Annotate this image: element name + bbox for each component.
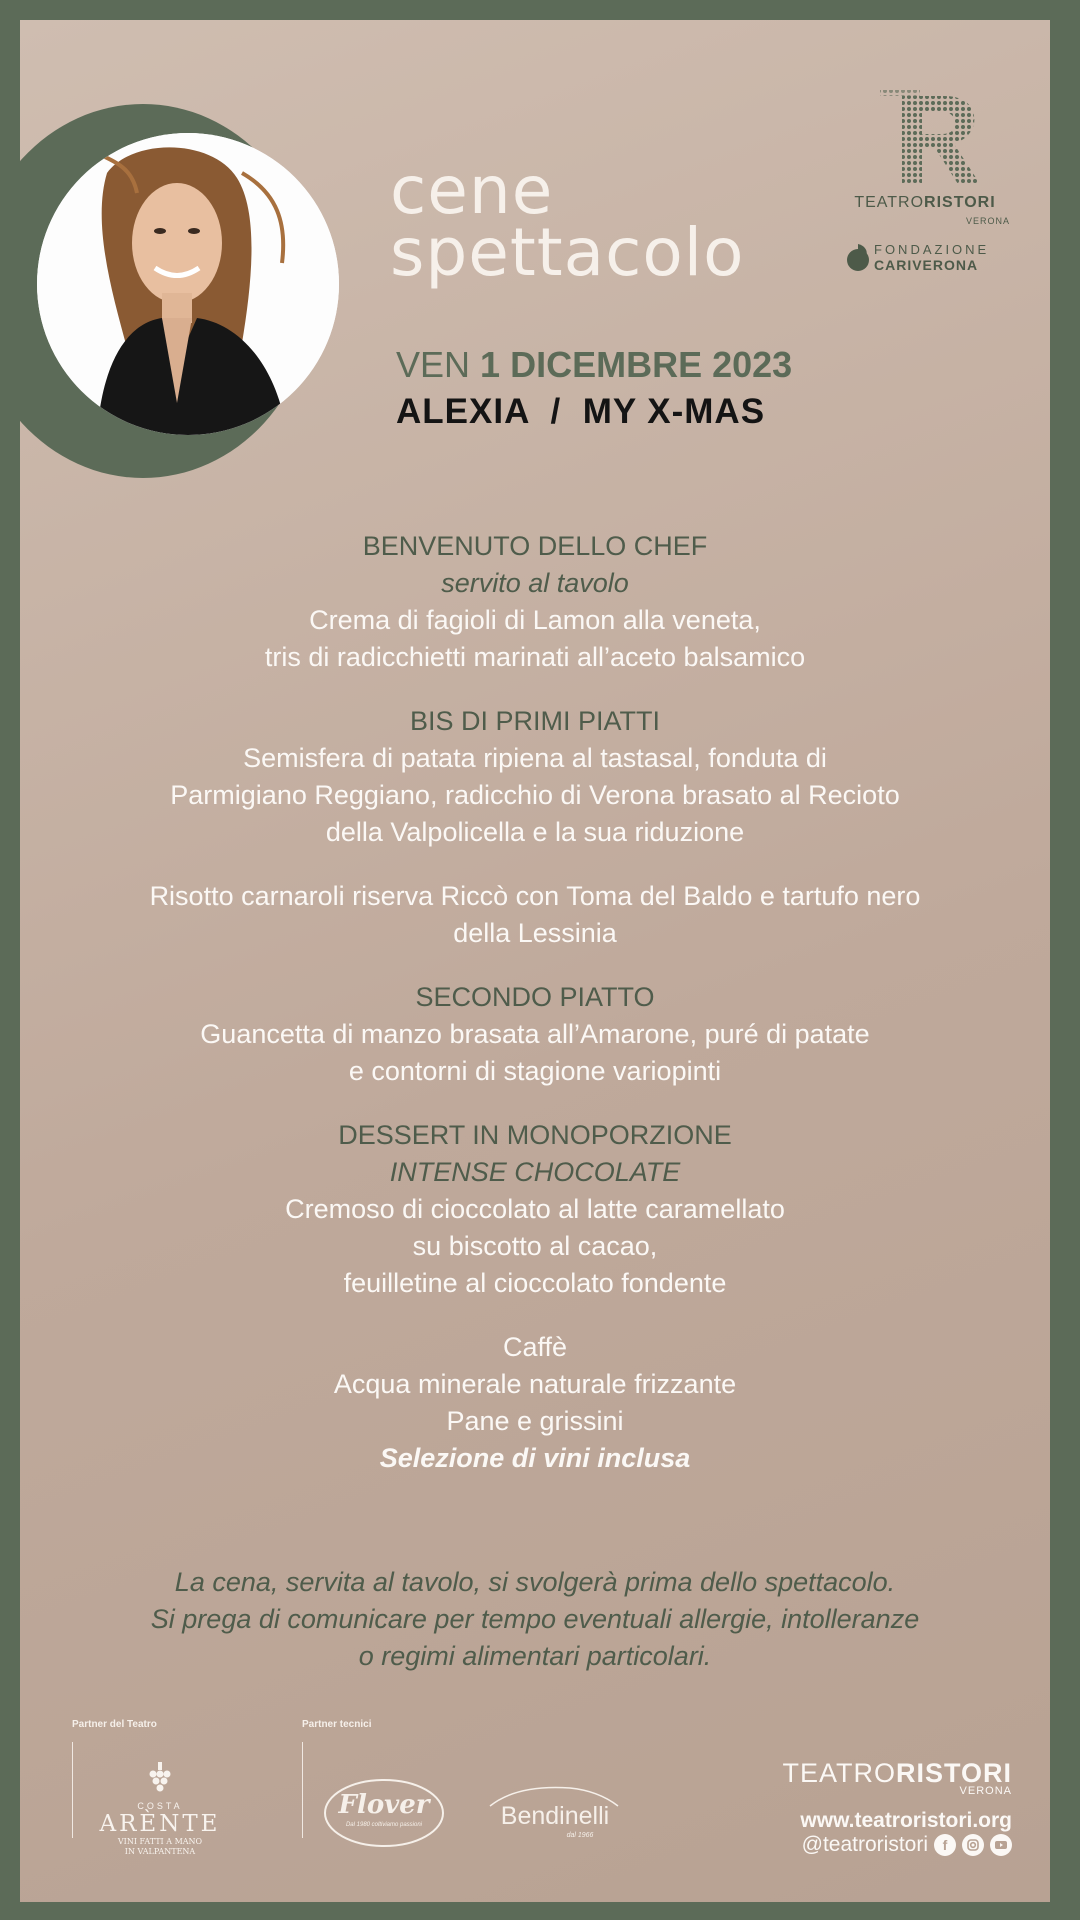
arente-top: COSTA <box>137 1801 183 1811</box>
social-row <box>750 1833 1012 1857</box>
menu-line: della Lessinia <box>453 918 617 948</box>
footer-brand-bold: RISTORI <box>895 1758 1012 1788</box>
event-title <box>390 152 810 291</box>
section-title: BIS DI PRIMI PIATTI <box>409 706 661 736</box>
note-line: La cena, servita al tavolo, si svolgerà prima dello spettacolo. <box>174 1567 896 1597</box>
show-name: MY X-MAS <box>582 392 766 431</box>
menu-line: Crema di fagioli di Lamon alla veneta, <box>309 605 761 635</box>
note-line: o regimi alimentari particolari. <box>358 1641 712 1671</box>
arente-name: ARÈNTE <box>99 1811 221 1837</box>
footer-contacts <box>750 1758 1012 1857</box>
menu-line: feuilletine al cioccolato fondente <box>343 1268 727 1298</box>
bendinelli-name: Bendinelli <box>500 1802 610 1830</box>
note-line: Si prega di comunicare per tempo eventuali allergie, intolleranze <box>150 1604 920 1634</box>
fondazione-icon <box>846 242 870 272</box>
facebook-icon[interactable]: f <box>934 1834 956 1856</box>
tech-partner-divider <box>302 1742 303 1838</box>
menu-section-secondo <box>20 979 1050 1090</box>
arente-tagline-1: VINI FATTI A MANO <box>117 1837 203 1846</box>
menu-section-extras <box>20 1329 1050 1477</box>
section-title: SECONDO PIATTO <box>415 982 655 1012</box>
menu-line: Risotto carnaroli riserva Riccò con Toma del Baldo e tartufo nero <box>149 881 921 911</box>
menu-line: Cremoso di cioccolato al latte caramellato <box>285 1194 785 1224</box>
section-title: DESSERT IN MONOPORZIONE <box>338 1120 732 1150</box>
flover-name: Flover <box>338 1790 430 1820</box>
date-day: VEN <box>396 344 471 385</box>
menu-line: Acqua minerale naturale frizzante <box>333 1369 737 1399</box>
event-date <box>396 344 792 386</box>
teatro-ristori-logo <box>840 76 1010 226</box>
bendinelli-logo <box>480 1780 630 1850</box>
partner-divider <box>72 1742 73 1838</box>
menu-line: Semisfera di patata ripiena al tastasal, fonduta di <box>243 743 827 773</box>
section-subtitle: servito al tavolo <box>441 568 629 598</box>
artist-photo <box>37 133 339 435</box>
menu-section-primi <box>20 703 1050 851</box>
date-full: 1 DICEMBRE 2023 <box>480 344 793 385</box>
flover-tagline: Dal 1980 coltiviamo passioni <box>345 1822 423 1828</box>
social-handle[interactable]: @teatroristori <box>801 1833 928 1856</box>
menu <box>20 528 1050 1504</box>
menu-line: della Valpolicella e la sua riduzione <box>325 817 745 847</box>
tech-partner-label: Partner tecnici <box>302 1719 372 1730</box>
title-separator: / <box>550 392 562 431</box>
footer-brand-light: TEATRO <box>782 1758 896 1788</box>
instagram-icon[interactable] <box>962 1834 984 1856</box>
dinner-note <box>20 1564 1050 1675</box>
flover-logo <box>323 1778 445 1848</box>
youtube-icon[interactable] <box>990 1834 1012 1856</box>
footer-city: VERONA <box>959 1785 1012 1797</box>
teatro-city: VERONA <box>965 216 1010 226</box>
title-line-2: spettacolo <box>390 214 745 291</box>
section-title: BENVENUTO DELLO CHEF <box>362 531 708 561</box>
menu-line: Caffè <box>502 1332 568 1362</box>
menu-section-risotto <box>20 878 1050 952</box>
menu-section-welcome <box>20 528 1050 676</box>
menu-line: Pane e grissini <box>446 1406 624 1436</box>
menu-line: tris di radicchietti marinati all’aceto balsamico <box>264 642 806 672</box>
menu-line: Guancetta di manzo brasata all’Amarone, puré di patate <box>200 1019 870 1049</box>
bendinelli-tagline: dal 1966 <box>566 1832 594 1839</box>
title-line-1: cene <box>390 152 554 229</box>
poster <box>20 20 1050 1902</box>
brand-bold: RISTORI <box>924 194 996 211</box>
menu-line: e contorni di stagione variopinti <box>348 1056 722 1086</box>
menu-line: su biscotto al cacao, <box>412 1231 658 1261</box>
r-monogram-icon <box>840 76 1010 191</box>
fondazione-line-1: FONDAZIONE <box>874 242 990 257</box>
costa-arente-logo <box>90 1762 230 1857</box>
brand-light: TEATRO <box>854 194 925 211</box>
menu-line: Parmigiano Reggiano, radicchio di Verona brasato al Recioto <box>170 780 900 810</box>
partner-label: Partner del Teatro <box>72 1719 157 1730</box>
artist-name: ALEXIA <box>396 392 530 431</box>
menu-section-dessert <box>20 1117 1050 1302</box>
section-subtitle: INTENSE CHOCOLATE <box>389 1157 681 1187</box>
wine-note: Selezione di vini inclusa <box>379 1443 691 1473</box>
website-link[interactable]: www.teatroristori.org <box>800 1809 1012 1832</box>
fondazione-line-2: CARIVERONA <box>874 257 979 273</box>
grape-icon <box>145 1762 175 1796</box>
teatro-brand <box>840 194 1010 212</box>
arente-tagline-2: IN VALPANTENA <box>124 1847 196 1856</box>
show-title <box>396 392 765 432</box>
